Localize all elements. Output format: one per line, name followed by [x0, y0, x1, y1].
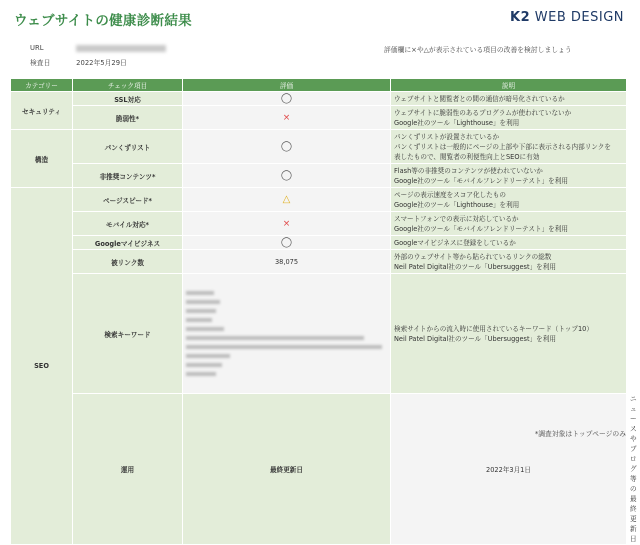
description-line: Googleマイビジネスに登録をしているか: [394, 238, 516, 247]
description-cell: [391, 274, 627, 394]
description-cell: [391, 130, 627, 164]
cross-icon: ×: [282, 218, 291, 229]
header-category: カテゴリー: [11, 79, 73, 92]
rating-cell: [183, 188, 391, 212]
cross-icon: ×: [282, 112, 291, 123]
description-line: Google社のツール「モバイルフレンドリーテスト」を利用: [394, 224, 568, 233]
item-label: SSL対応: [73, 92, 183, 106]
description-line: Google社のツール「Lighthouse」を利用: [394, 200, 520, 209]
rating-cell: [183, 164, 391, 188]
description-line: Neil Patel Digital社のツール「Ubersuggest」を利用: [394, 262, 556, 271]
date-value: 2022年5月29日: [76, 59, 127, 67]
header-explain: 説明: [391, 79, 627, 92]
description-line: ウェブサイトと閲覧者との間の通信が暗号化されているか: [394, 94, 565, 103]
redacted-keyword: [186, 300, 220, 304]
description-line: パンくずリストが設置されているか: [394, 132, 500, 141]
description-line: スマートフォンでの表示に対応しているか: [394, 214, 519, 223]
item-label: 脆弱性*: [73, 106, 183, 130]
item-label: モバイル対応*: [73, 212, 183, 236]
table-row: 運用 最終更新日 2022年3月1日 ニュースやブログ等の最終更新日: [11, 394, 627, 545]
description-cell: [391, 106, 627, 130]
value-cell: 2022年3月1日: [391, 394, 627, 545]
results-table: [10, 78, 637, 545]
table-row: [11, 164, 627, 188]
redacted-keyword: [186, 363, 222, 367]
description-line: ウェブサイトに脆弱性のあるプログラムが使われていないか: [394, 108, 572, 117]
brand-prefix: K2: [510, 10, 531, 25]
redacted-keyword: [186, 327, 224, 331]
rating-cell: [183, 130, 391, 164]
rating-cell: [183, 236, 391, 250]
brand-rest: WEB DESIGN: [534, 10, 624, 25]
rating-cell: [183, 92, 391, 106]
category-seo: SEO: [11, 188, 73, 545]
header-check: チェック項目: [73, 79, 183, 92]
redacted-keyword: [186, 336, 364, 340]
page-title: ウェブサイトの健康診断結果: [14, 13, 192, 29]
url-label: URL: [30, 44, 44, 52]
description-line: 外部のウェブサイト等から貼られているリンクの総数: [394, 252, 552, 261]
category-ops: 運用: [73, 394, 183, 545]
item-label: 最終更新日: [183, 394, 391, 545]
url-row: [30, 44, 166, 52]
table-row: [11, 250, 627, 274]
table-row: [11, 106, 627, 130]
description-line: ページの表示速度をスコア化したもの: [394, 190, 506, 199]
redacted-keyword: [186, 291, 214, 295]
redacted-keyword: [186, 345, 382, 349]
header-rating: 評価: [183, 79, 391, 92]
table-row: [11, 92, 627, 106]
item-label: パンくずリスト: [73, 130, 183, 164]
circle-icon: ◯: [280, 140, 293, 152]
item-label: 非推奨コンテンツ*: [73, 164, 183, 188]
triangle-icon: △: [282, 193, 291, 205]
table-row: [11, 236, 627, 250]
category-structure: 構造: [11, 130, 73, 188]
value-cell: 38,075: [183, 250, 391, 274]
description-line: Flash等の非推奨のコンテンツが使われていないか: [394, 166, 543, 175]
circle-icon: ◯: [280, 236, 293, 248]
description-line: パンくずリストは一般的にページの上部や下部に表示される内部リンクを: [394, 142, 611, 151]
description-cell: [391, 236, 627, 250]
redacted-keyword: [186, 354, 230, 358]
table-row: [11, 130, 627, 164]
table-row: [11, 188, 627, 212]
instruction-note: 評価欄に×や△が表示されている項目の改善を検討しましょう: [384, 46, 572, 54]
description-cell: [391, 92, 627, 106]
item-label: ページスピード*: [73, 188, 183, 212]
table-row: [11, 212, 627, 236]
redacted-keyword: [186, 318, 212, 322]
rating-cell: [183, 106, 391, 130]
table-row: [11, 274, 627, 394]
description-line: Google社のツール「モバイルフレンドリーテスト」を利用: [394, 176, 568, 185]
description-cell: [391, 212, 627, 236]
footnote: *調査対象はトップページのみ: [534, 430, 626, 438]
redacted-keyword: [186, 372, 216, 376]
rating-cell: [183, 212, 391, 236]
date-row: [30, 57, 127, 67]
circle-icon: ◯: [280, 92, 293, 104]
item-label: Googleマイビジネス: [73, 236, 183, 250]
redacted-keyword-list: [183, 274, 391, 394]
description-cell: [391, 164, 627, 188]
redacted-keyword: [186, 309, 216, 313]
description-cell: [391, 188, 627, 212]
circle-icon: ◯: [280, 169, 293, 181]
description-cell: [391, 250, 627, 274]
description-line: Google社のツール「Lighthouse」を利用: [394, 118, 520, 127]
item-label: 被リンク数: [73, 250, 183, 274]
description-line: Neil Patel Digital社のツール「Ubersuggest」を利用: [394, 334, 556, 343]
url-value-redacted: [76, 45, 166, 52]
brand-logo: [510, 10, 624, 25]
date-label: 検査日: [30, 59, 51, 67]
item-label: 検索キーワード: [73, 274, 183, 394]
description-line: 表したもので、閲覧者の利便性向上とSEOに有効: [394, 152, 540, 161]
table-header-row: [11, 79, 627, 92]
category-security: セキュリティ: [11, 92, 73, 130]
description-line: 検索サイトからの流入時に使用されているキーワード（トップ10）: [394, 324, 593, 333]
